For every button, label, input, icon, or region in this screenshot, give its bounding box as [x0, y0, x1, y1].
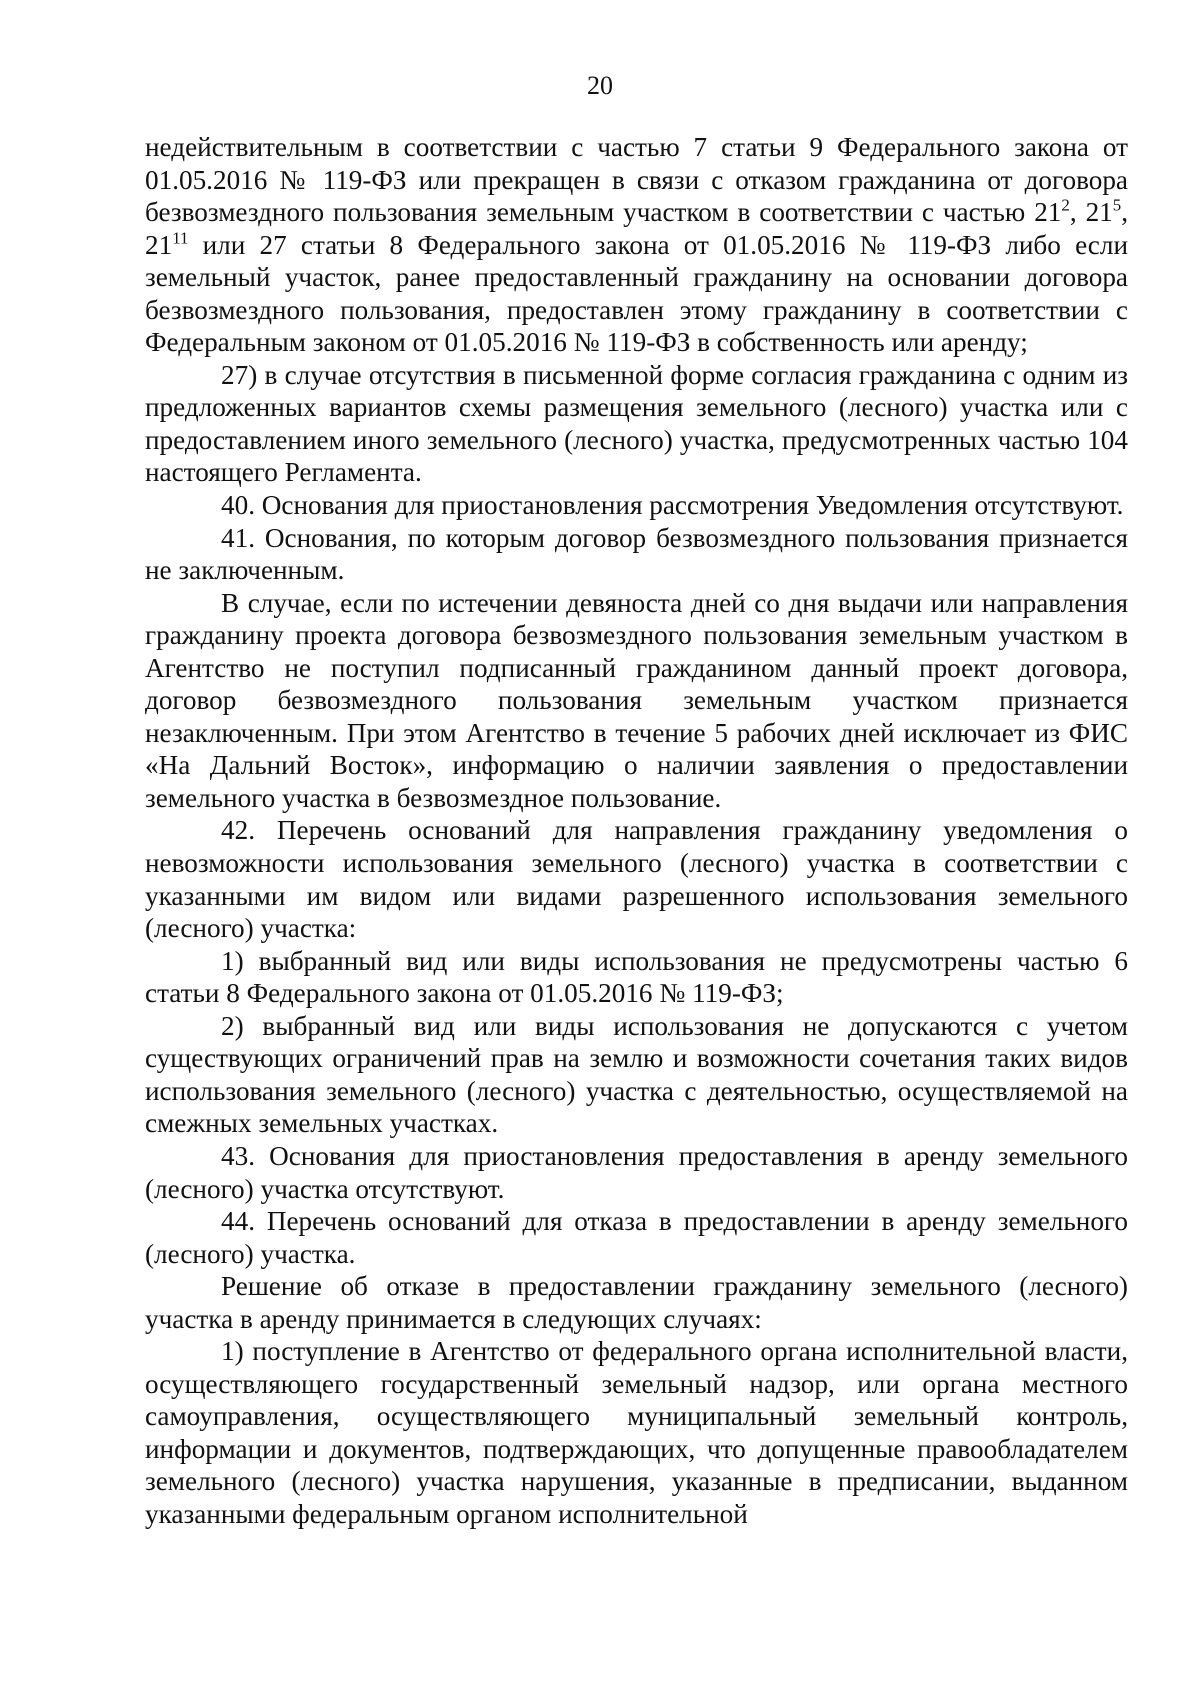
paragraph-clause-43: 43. Основания для приостановления предоставления в аренду земельного (лесного) участка отсутствуют.	[145, 1140, 1128, 1204]
superscript: 5	[1112, 195, 1122, 215]
paragraph-item-27: 27) в случае отсутствия в письменной форме согласия гражданина с одним из предложенных вариантов схемы размещения земельного (лесного) участка или с предоставлением иного земельного (лесного) участка, предусмотренных частью 104 настоящего Регламента.	[145, 359, 1128, 488]
paragraph-clause-40: 40. Основания для приостановления рассмотрения Уведомления отсутствуют.	[221, 490, 1124, 521]
paragraph-ninety-days: В случае, если по истечении девяноста дней со дня выдачи или направления гражданину проекта договора безвозмездного пользования земельным участком в Агентство не поступил подписанный гражданином данный проект договора, договор безвозмездного пользования земельным участком признается незаключенным. При этом Агентство в течение 5 рабочих дней исключает из ФИС «На Дальний Восток», информацию о наличии заявления о предоставлении земельного участка в безвозмездное пользование.	[145, 587, 1128, 813]
paragraph-clause-42: 42. Перечень оснований для направления гражданину уведомления о невозможности использования земельного (лесного) участка в соответствии с указанными им видом или видами разрешенного использования земельного (лесного) участка:	[145, 815, 1128, 944]
paragraph-continuation	[145, 131, 1128, 359]
text-run: недействительным в соответствии с частью 7 статьи 9 Федерального закона от 01.05.2016 № 119-ФЗ или прекращен в связи с отказом гражданина от договора безвозмездного пользования земельным участком в соответствии с частью 21	[145, 132, 1128, 228]
paragraph-refusal-decision: Решение об отказе в предоставлении гражданину земельного (лесного) участка в аренду принимается в следующих случаях:	[145, 1271, 1128, 1334]
document-body	[145, 131, 1128, 1531]
paragraph-clause-44: 44. Перечень оснований для отказа в предоставлении в аренду земельного (лесного) участка.	[145, 1206, 1128, 1269]
paragraph-refusal-item-1: 1) поступление в Агентство от федерального органа исполнительной власти, осуществляющего государственный земельный надзор, или органа местного самоуправления, осуществляющего муниципальный земельный контроль, информации и документов, подтверждающих, что допущенные правообладателем земельного (лесного) участка нарушения, указанные в предписании, выданном указанными федеральным органом исполнительной	[145, 1336, 1128, 1529]
paragraph-clause-41: 41. Основания, по которым договор безвозмездного пользования признается не заключенным.	[145, 522, 1128, 586]
text-run: или 27 статьи 8 Федерального закона от 01.05.2016 № 119-ФЗ либо если земельный участок, ранее предоставленный гражданину на основании договора безвозмездного пользования, предоставлен этому гражданину в соответствии с Федеральным законом от 01.05.2016 № 119-ФЗ в собственность или аренду;	[145, 229, 1128, 358]
text-run: , 21	[1069, 197, 1113, 228]
paragraph-item-2: 2) выбранный вид или виды использования не допускаются с учетом существующих ограничений прав на землю и возможности сочетания таких видов использования земельного (лесного) участка с деятельностью, осуществляемой на смежных земельных участках.	[145, 1010, 1128, 1139]
paragraph-item-1: 1) выбранный вид или виды использования не предусмотрены частью 6 статьи 8 Федерального закона от 01.05.2016 № 119-ФЗ;	[145, 945, 1128, 1009]
page-number: 20	[587, 71, 613, 100]
superscript: 11	[172, 228, 189, 248]
text-run: , 21	[145, 197, 1129, 260]
superscript: 2	[1061, 195, 1070, 215]
